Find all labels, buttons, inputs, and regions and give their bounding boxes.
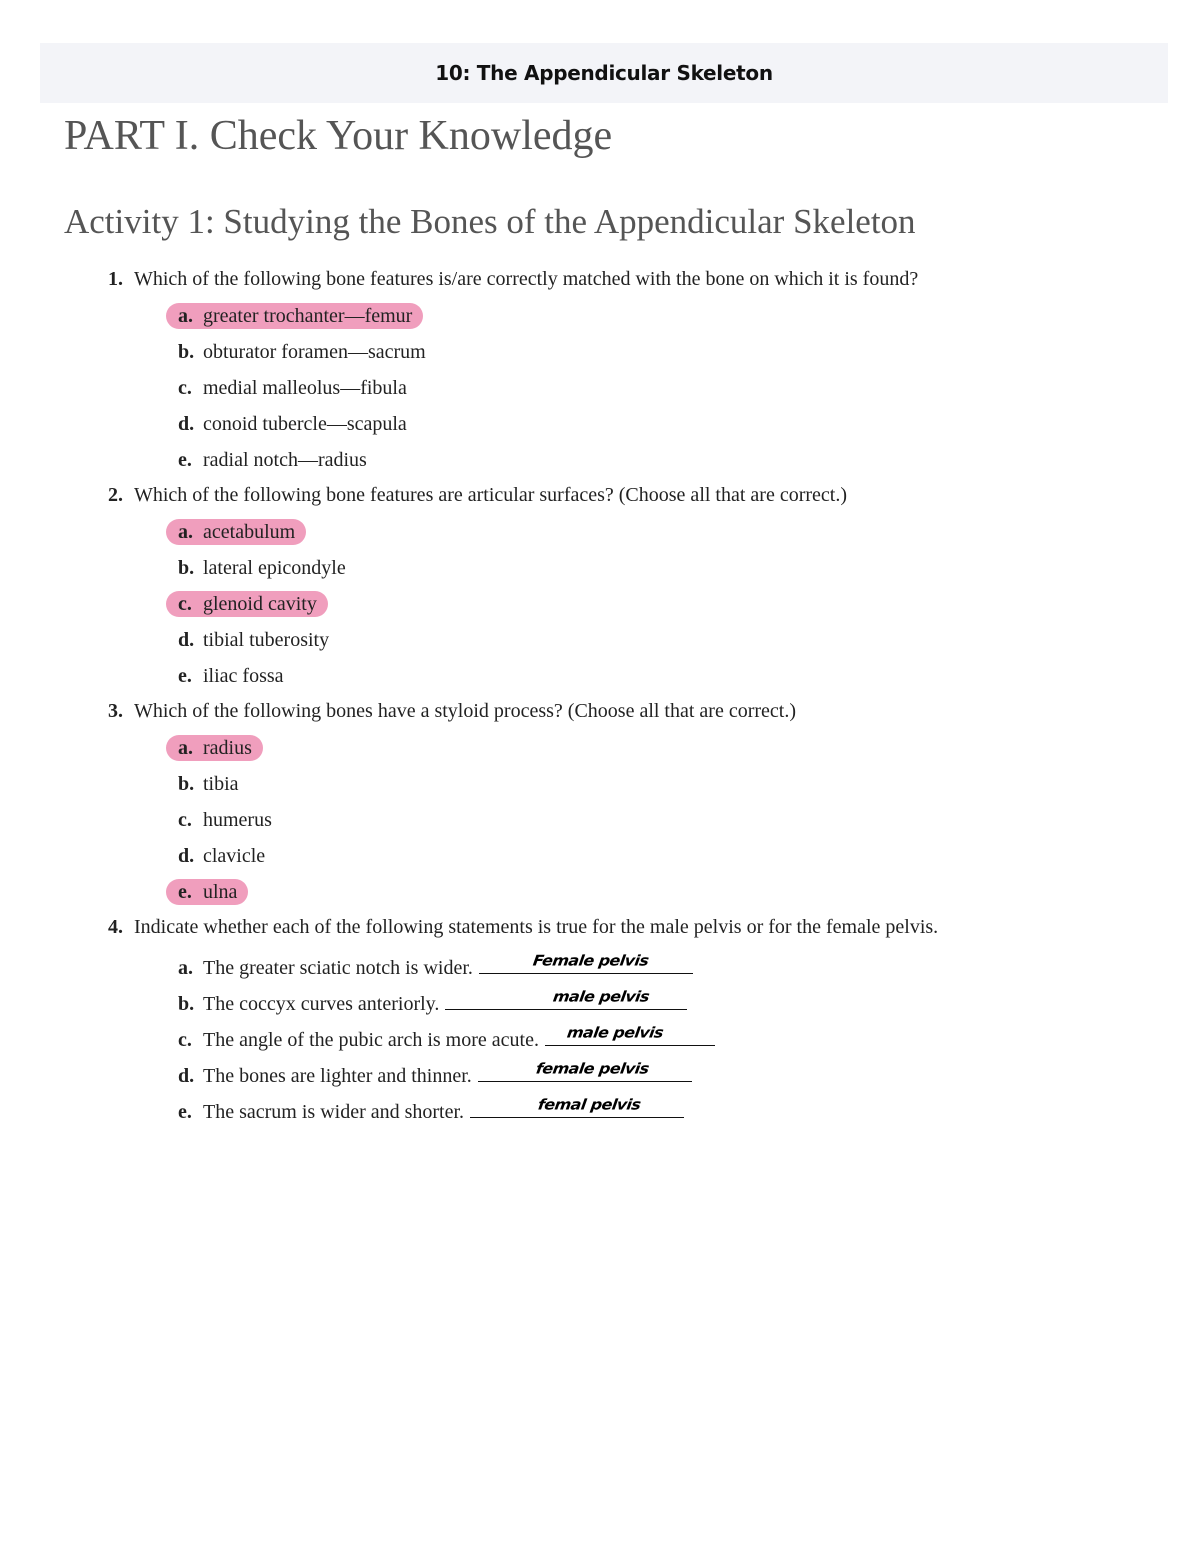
statement-letter: a. [178, 957, 193, 979]
header-title: 10: The Appendicular Skeleton [435, 61, 773, 85]
option-text: obturator foramen—sacrum [203, 341, 426, 363]
question-text: Which of the following bone features is/are correctly matched with the bone on which it is found? [134, 268, 919, 290]
option-text: clavicle [203, 845, 266, 867]
q2-option-a[interactable] [166, 519, 306, 545]
part-title: PART I. Check Your Knowledge [64, 113, 613, 159]
option-letter: c. [178, 809, 192, 831]
statement-letter: c. [178, 1029, 192, 1051]
q1-option-d[interactable] [166, 411, 418, 437]
q2-option-e[interactable] [166, 663, 295, 689]
page-header [40, 43, 1168, 103]
q2-option-b[interactable] [166, 555, 357, 581]
handwritten-answer: femal pelvis [536, 1095, 642, 1114]
handwritten-answer: male pelvis [565, 1023, 665, 1042]
option-letter: b. [178, 773, 195, 795]
q4-statement-d [166, 1059, 703, 1085]
q3-option-b[interactable] [166, 771, 250, 797]
question-number: 2. [108, 484, 123, 506]
option-letter: c. [178, 593, 192, 615]
question-2 [108, 481, 847, 509]
question-1 [108, 265, 918, 293]
handwritten-answer: Female pelvis [531, 951, 650, 970]
statement-text: The angle of the pubic arch is more acute. [203, 1029, 539, 1051]
option-text: glenoid cavity [203, 593, 317, 615]
q1-option-a[interactable] [166, 303, 423, 329]
option-letter: e. [178, 665, 192, 687]
q4-statement-a [166, 951, 704, 977]
option-text: humerus [203, 809, 272, 831]
handwritten-answer: female pelvis [534, 1059, 650, 1078]
option-text: conoid tubercle—scapula [203, 413, 407, 435]
q3-option-c[interactable] [166, 807, 283, 833]
option-text: ulna [203, 881, 238, 903]
question-text: Which of the following bone features are articular surfaces? (Choose all that are correct.) [134, 484, 847, 506]
question-3 [108, 697, 796, 725]
option-letter: b. [178, 341, 195, 363]
option-text: lateral epicondyle [203, 557, 346, 579]
statement-text: The sacrum is wider and shorter. [203, 1101, 465, 1123]
answer-blank[interactable] [478, 1059, 692, 1082]
q4-statement-e [166, 1095, 695, 1121]
question-text: Indicate whether each of the following statements is true for the male pelvis or for the female pelvis. [134, 916, 939, 938]
option-letter: d. [178, 845, 195, 867]
q3-option-a[interactable] [166, 735, 263, 761]
answer-blank[interactable] [470, 1095, 684, 1118]
option-letter: c. [178, 377, 192, 399]
option-text: radial notch—radius [203, 449, 367, 471]
statement-text: The bones are lighter and thinner. [203, 1065, 472, 1087]
option-letter: b. [178, 557, 195, 579]
statement-text: The coccyx curves anteriorly. [203, 993, 440, 1015]
option-text: tibial tuberosity [203, 629, 330, 651]
q3-option-e[interactable] [166, 879, 248, 905]
answer-blank[interactable] [545, 1023, 715, 1046]
q3-option-d[interactable] [166, 843, 276, 869]
option-text: radius [203, 737, 252, 759]
option-letter: e. [178, 449, 192, 471]
q2-option-d[interactable] [166, 627, 340, 653]
option-letter: e. [178, 881, 192, 903]
option-text: iliac fossa [203, 665, 284, 687]
option-text: acetabulum [203, 521, 296, 543]
option-text: greater trochanter—femur [203, 305, 413, 327]
question-number: 1. [108, 268, 123, 290]
question-4 [108, 913, 938, 941]
question-text: Which of the following bones have a styloid process? (Choose all that are correct.) [134, 700, 797, 722]
statement-letter: e. [178, 1101, 192, 1123]
q2-option-c[interactable] [166, 591, 328, 617]
option-letter: a. [178, 305, 193, 327]
handwritten-answer: male pelvis [552, 987, 651, 1006]
option-text: medial malleolus—fibula [203, 377, 407, 399]
q1-option-b[interactable] [166, 339, 437, 365]
option-text: tibia [203, 773, 239, 795]
option-letter: d. [178, 413, 195, 435]
statement-letter: b. [178, 993, 195, 1015]
answer-blank[interactable] [479, 951, 693, 974]
q4-statement-c [166, 1023, 726, 1049]
option-letter: d. [178, 629, 195, 651]
question-number: 3. [108, 700, 123, 722]
q1-option-c[interactable] [166, 375, 418, 401]
answer-blank[interactable] [445, 987, 687, 1010]
question-number: 4. [108, 916, 123, 938]
q1-option-e[interactable] [166, 447, 378, 473]
statement-letter: d. [178, 1065, 195, 1087]
activity-title: Activity 1: Studying the Bones of the Appendicular Skeleton [64, 202, 916, 241]
q4-statement-b [166, 987, 698, 1013]
statement-text: The greater sciatic notch is wider. [203, 957, 473, 979]
option-letter: a. [178, 521, 193, 543]
option-letter: a. [178, 737, 193, 759]
